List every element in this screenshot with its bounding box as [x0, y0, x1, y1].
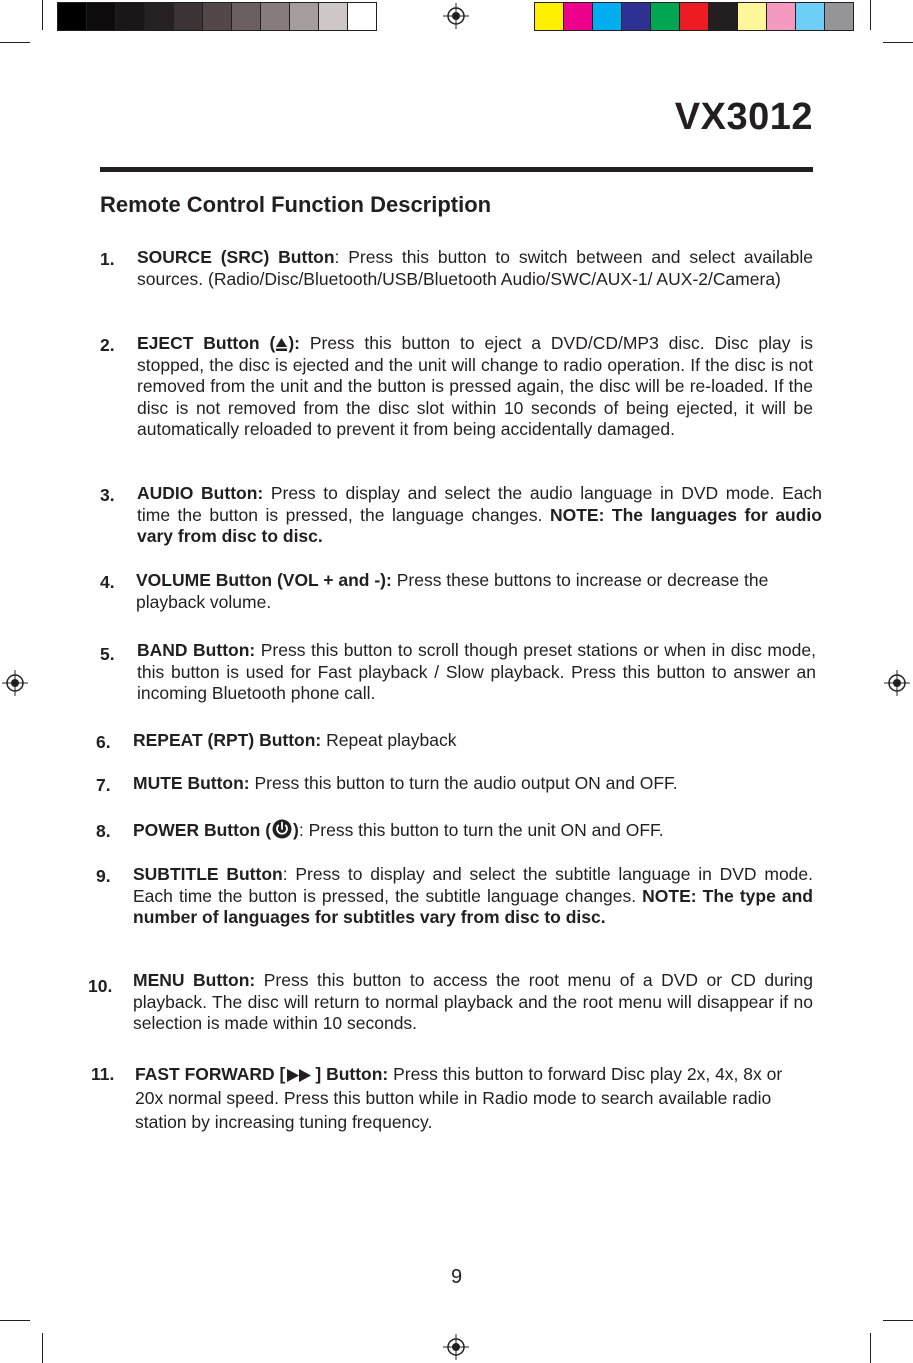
color-swatch: [767, 3, 796, 30]
item-note: NOTE: The languages for audio vary from disc to disc.: [137, 504, 822, 546]
fast-forward-icon: [285, 1068, 315, 1083]
gray-swatch: [290, 3, 319, 30]
list-item: [136, 570, 816, 613]
color-swatch: [564, 3, 593, 30]
crop-mark: [883, 1320, 913, 1321]
item-text: Press this button to eject a DVD/CD/MP3 disc. Disc play is stopped, the disc is ejected and the unit will change to radio operation. If the disc is not removed from the unit and the button is pressed again, the disc will be re-loaded. If the disc is not removed from the disc slot within 10 seconds of being ejected, it will be automatically reloaded to prevent it from being accidentally damaged.: [137, 333, 813, 439]
item-text: Press this button to scroll though preset stations or when in disc mode, this button is used for Fast playback / Slow playback. Press this button to answer an incoming Bluetooth phone call.: [137, 640, 816, 703]
item-text: Press to display and select the audio language in DVD mode. Each time the button is pressed, the language changes.: [137, 483, 822, 525]
crop-mark: [870, 0, 871, 30]
item-number: 4.: [100, 572, 115, 592]
item-number: 1.: [100, 249, 115, 269]
power-icon: [271, 819, 293, 839]
list-item: [133, 730, 813, 752]
list-item: [137, 483, 822, 548]
list-item: [133, 773, 813, 795]
item-label: MENU Button:: [133, 970, 256, 990]
item-text: Press this button to access the root menu of a DVD or CD during playback. The disc will return to normal playback and the root menu will disappear if no selection is made within 10 seconds.: [133, 970, 814, 1033]
color-swatch: [622, 3, 651, 30]
item-text: Press these buttons to increase or decrease the playback volume.: [136, 570, 769, 612]
gray-swatch: [348, 3, 376, 30]
item-label: FAST FORWARD [: [135, 1064, 286, 1084]
item-number: 8.: [96, 821, 111, 841]
color-swatch: [651, 3, 680, 30]
list-item: POWER Button ( ): Press this button to turn the unit ON and OFF.: [133, 820, 664, 840]
item-text: Press this button to turn the audio output ON and OFF.: [249, 773, 678, 793]
item-label: REPEAT (RPT) Button:: [133, 730, 322, 750]
item-number: 10.: [88, 976, 113, 996]
item-label: VOLUME Button (VOL + and -):: [136, 570, 392, 590]
list-item: [133, 970, 813, 1035]
list-item: [133, 864, 813, 929]
item-number: 5.: [100, 644, 115, 664]
item-label: BAND Button:: [137, 640, 256, 660]
color-swatch: [825, 3, 853, 30]
color-swatch: [593, 3, 622, 30]
header-rule: [100, 167, 813, 172]
item-number: 7.: [96, 775, 111, 795]
grayscale-calibration-bar: [57, 2, 377, 31]
page-number: 9: [450, 1266, 463, 1288]
gray-swatch: [87, 3, 116, 30]
list-item: SOURCE (SRC) Button: Press this button to switch between and select available sources. (Radio/Disc/Bluetooth/USB/Bluetooth Audio/SWC/AUX-1/ AUX-2/Camera): [137, 247, 814, 289]
item-label: SUBTITLE Button: [133, 864, 283, 884]
gray-swatch: [261, 3, 290, 30]
color-calibration-bar: [534, 2, 854, 31]
registration-mark-icon: [2, 670, 28, 696]
gray-swatch: [319, 3, 348, 30]
item-text: : Press this button to turn the unit ON and OFF.: [298, 820, 664, 840]
color-swatch: [680, 3, 709, 30]
list-item: [137, 640, 816, 705]
crop-mark: [883, 42, 913, 43]
item-number: 9.: [96, 866, 111, 886]
item-number: 11.: [91, 1064, 115, 1084]
section-title: Remote Control Function Description: [100, 192, 492, 217]
crop-mark: [870, 1333, 871, 1363]
registration-mark-icon: [443, 1334, 469, 1360]
crop-mark: [42, 0, 43, 30]
item-note: NOTE: The type and number of languages for subtitles vary from disc to disc.: [133, 885, 813, 927]
item-text: Repeat playback: [321, 730, 457, 750]
color-swatch: [796, 3, 825, 30]
registration-mark-icon: [443, 3, 469, 29]
color-swatch: [709, 3, 738, 30]
item-label: POWER Button (: [133, 820, 272, 840]
gray-swatch: [174, 3, 203, 30]
item-text: Press this button to switch between and select available sources. (Radio/Disc/Bluetooth/USB/Bluetooth Audio/SWC/AUX-1/ AUX-2/Camera): [137, 247, 814, 289]
item-label: SOURCE (SRC) Button: [137, 247, 335, 267]
item-number: 6.: [96, 732, 111, 752]
eject-icon: [275, 337, 288, 352]
gray-swatch: [58, 3, 87, 30]
item-number: 3.: [100, 485, 115, 505]
model-number: VX3012: [674, 96, 813, 138]
color-swatch: [738, 3, 767, 30]
item-label: EJECT Button (: [137, 333, 276, 353]
color-swatch: [535, 3, 564, 30]
crop-mark: [0, 1320, 30, 1321]
list-item: FAST FORWARD [ ] Button: Press this button to forward Disc play 2x, 4x, 8x or 20x normal speed. Press this button while in Radio mode to search available radio station by increasing tuning frequency.: [135, 1064, 783, 1132]
registration-mark-icon: [884, 670, 910, 696]
item-text: Press this button to forward Disc play 2x, 4x, 8x or 20x normal speed. Press this button while in Radio mode to search available radio station by increasing tuning frequency.: [135, 1064, 783, 1132]
item-label: AUDIO Button:: [137, 483, 264, 503]
gray-swatch: [203, 3, 232, 30]
gray-swatch: [232, 3, 261, 30]
gray-swatch: [145, 3, 174, 30]
item-text: : Press to display and select the subtitle language in DVD mode. Each time the button is pressed, the subtitle language changes.: [133, 864, 814, 906]
gray-swatch: [116, 3, 145, 30]
list-item: EJECT Button ( ): Press this button to eject a DVD/CD/MP3 disc. Disc play is stopped, the disc is ejected and the unit will change to radio operation. If the disc is not removed from the unit and the button is pressed again, the disc will be re-loaded. If the disc is not removed from the disc slot within 10 seconds of being ejected, it will be automatically reloaded to prevent it from being accidentally damaged.: [137, 333, 813, 439]
crop-mark: [42, 1333, 43, 1363]
crop-mark: [0, 42, 30, 43]
item-label: MUTE Button:: [133, 773, 250, 793]
item-number: 2.: [100, 335, 115, 355]
